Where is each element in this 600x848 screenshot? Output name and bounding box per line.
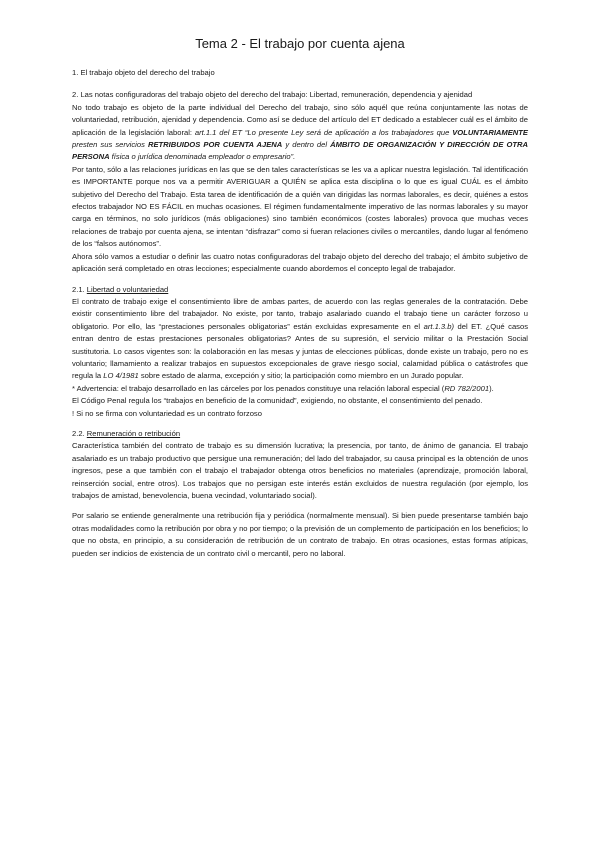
paragraph-note: ! Si no se firma con voluntariedad es un contrato forzoso	[72, 408, 262, 418]
paragraph-2: Por tanto, sólo a las relaciones jurídicas en las que se den tales características se les va a aplicar nuestra legislación. Tal identificación es IMPORTANTE porque nos va a permitir AVERIGUAR a QUIÉN se aplica esta disciplina o lo que es igual CUÁL es el ámbito subjetivo del Derecho del Trabajo. Esta tarea de identificación de a quién van dirigidas las normas laborales, es decir, quiénes a estos efectos trabajador NO ES FÁCIL en muchas ocasiones. El régimen fundamentalmente imperativo de las normas laborales y su mayor carga en términos, no solo jurídicos (más obligaciones) sino también económicos (costes laborales) provoca que muchas veces relaciones de trabajo por cuenta ajena, se intentan “disfrazar” como si fueran relaciones civiles o mercantiles, dando lugar al fenómeno de los “falsos autónomos”.	[72, 164, 528, 249]
document-title: Tema 2 - El trabajo por cuenta ajena	[195, 36, 405, 51]
paragraph-9: Por salario se entiende generalmente una retribución fija y periódica (normalmente mensual). Si bien puede presentarse también bajo otras modalidades como la retribución por obra y no por tiempo; o la previsión de un complemento de participación en los beneficios; lo que no obsta, en principio, a su consideración de retribución de un contrato de trabajo. En otras ocasiones, estas formas atípicas, pueden ser indicios de existencia de un contrato civil o mercantil, pero no laboral.	[72, 511, 528, 558]
paragraph-4: El contrato de trabajo exige el consentimiento libre de ambas partes, de acuerdo con las reglas generales de la contratación. Debe existir consentimiento libre del trabajador. No existe, por tanto, trabajo asalariado cuando el trabajo tiene un carácter forzoso u obligatorio. Por ello, las “prestaciones personales obligatorias” están excluidas expresamente en el art.1.3.b) del ET. ¿Qué casos entran dentro de estas prestaciones personales obligatorias? Antes de su supresión, el servicio militar o la Prestación Social sustitutoria. Lo casos vigentes son: la colaboración en las mesas y juntas de elecciones públicas, donde existe un trabajo, pero no es voluntario; llamamiento a realizar trabajos en supuestos excepcionales de grave riesgo social, calamidad pública o catástrofes que regula la LO 4/1981 sobre estado de alarma, excepción y sitio; la participación como miembro en un Jurado popular.	[72, 296, 528, 381]
paragraph-codigo-penal: El Código Penal regula los “trabajos en beneficio de la comunidad”, exigiendo, no obstante, el consentimiento del penado.	[72, 396, 483, 406]
paragraph-8: Característica también del contrato de trabajo es su dimensión lucrativa; la presencia, por tanto, de ánimo de ganancia. El trabajo asalariado es un trabajo productivo que persigue una remuneración; del lado del trabajador, su causa principal es la obtención de unos ingresos, pese a que también con el trabajo el trabajador obtenga otros beneficios no materiales (aprendizaje, promoción laboral, reinserción social, entre otros). Los trabajos que no persigan este interés están excluidos de nuestra regulación (por ejemplo, los trabajos de amistad, benevolencia, buena vecindad, voluntariado social).	[72, 441, 528, 500]
section-heading-2: 2. Las notas configuradoras del trabajo objeto del derecho del trabajo: Libertad, remuneración, dependencia y ajenidad	[72, 90, 473, 100]
section-heading-1: 1. El trabajo objeto del derecho del trabajo	[72, 68, 215, 77]
paragraph-3: Ahora sólo vamos a estudiar o definir las cuatro notas configuradoras del trabajo objeto del derecho del trabajo; el ámbito subjetivo de aplicación será completado en otras lecciones; especialmente cuando abordemos el concepto legal de trabajador.	[72, 251, 528, 274]
subsection-heading-2-1: 2.1. Libertad o voluntariedad	[72, 284, 169, 294]
paragraph-1: No todo trabajo es objeto de la parte individual del Derecho del trabajo, sino sólo aquél que reúna conjuntamente las notas de voluntariedad, retribución, ajenidad y dependencia. Como así se deduce del artículo del ET dedicado a establecer cuál es el ámbito de aplicación de la legislación laboral: art.1.1 del ET “Lo presente Ley será de aplicación a los trabajadores que VOLUNTARIAMENTE presten sus servicios RETRIBUIDOS POR CUENTA AJENA y dentro del ÁMBITO DE ORGANIZACIÓN Y DIRECCIÓN DE OTRA PERSONA física o jurídica denominada empleador o empresario”.	[72, 102, 528, 162]
paragraph-advertencia: * Advertencia: el trabajo desarrollado en las cárceles por los penados constituye una relación laboral especial (RD 782/2001).	[72, 383, 494, 393]
subsection-heading-2-2: 2.2. Remuneración o retribución	[72, 428, 181, 438]
